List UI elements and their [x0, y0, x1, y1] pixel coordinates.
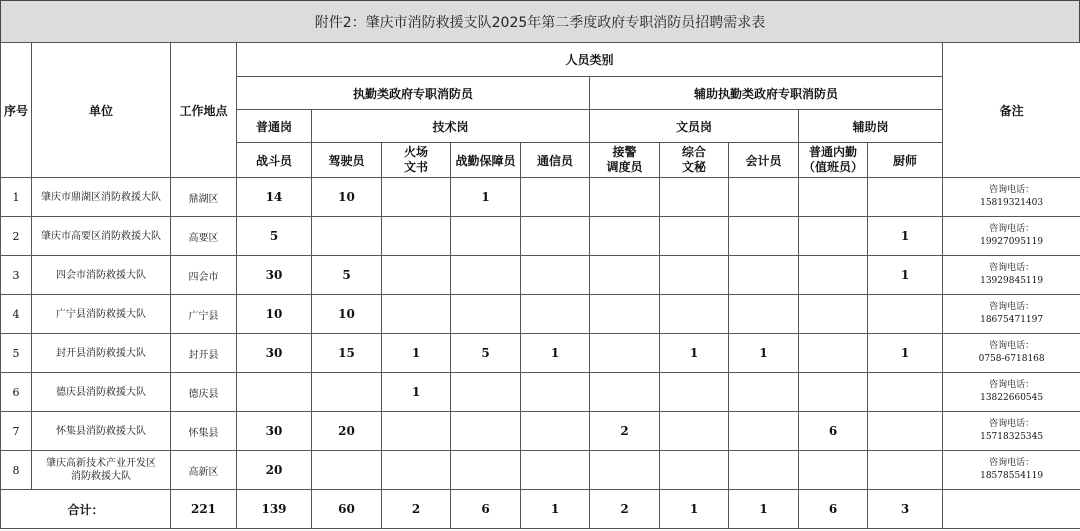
row-scene-clerk: 1 [382, 373, 451, 412]
total-label: 合计： [1, 490, 171, 529]
row-driver: 20 [312, 412, 382, 451]
total-dispatcher: 2 [590, 490, 660, 529]
row-remarks [943, 256, 1080, 295]
row-location: 高新区 [171, 451, 237, 490]
row-unit: 封开县消防救援大队 [32, 334, 171, 373]
row-secretary [660, 256, 729, 295]
row-dispatcher: 2 [590, 412, 660, 451]
row-comm [521, 373, 590, 412]
row-seq: 2 [1, 217, 32, 256]
header-secretary: 综合 文秘 [660, 143, 729, 178]
row-location: 四会市 [171, 256, 237, 295]
row-secretary [660, 451, 729, 490]
row-dispatcher [590, 295, 660, 334]
row-driver [312, 373, 382, 412]
row-duty-staff: 6 [799, 412, 868, 451]
row-dispatcher [590, 217, 660, 256]
row-seq: 3 [1, 256, 32, 295]
table-row [1, 373, 1080, 412]
row-comm [521, 217, 590, 256]
table-row [1, 217, 1080, 256]
row-accountant [729, 178, 799, 217]
header-location: 工作地点 [171, 43, 237, 178]
row-location: 鼎湖区 [171, 178, 237, 217]
row-cook [868, 412, 943, 451]
header-support: 战勤保障员 [451, 143, 521, 178]
row-comm [521, 295, 590, 334]
row-seq: 4 [1, 295, 32, 334]
table-row [1, 412, 1080, 451]
row-location: 怀集县 [171, 412, 237, 451]
row-fighter: 30 [237, 412, 312, 451]
total-secretary: 1 [660, 490, 729, 529]
row-cook [868, 178, 943, 217]
row-scene-clerk [382, 217, 451, 256]
row-secretary [660, 412, 729, 451]
row-support: 1 [451, 178, 521, 217]
row-fighter: 30 [237, 334, 312, 373]
total-cook: 3 [868, 490, 943, 529]
row-seq: 6 [1, 373, 32, 412]
row-fighter: 10 [237, 295, 312, 334]
row-support: 5 [451, 334, 521, 373]
row-cook [868, 451, 943, 490]
row-accountant: 1 [729, 334, 799, 373]
header-dispatcher: 接警 调度员 [590, 143, 660, 178]
contact-label: 咨询电话： [989, 263, 1035, 273]
document-title: 附件2：肇庆市消防救援支队2025年第二季度政府专职消防员招聘需求表 [0, 0, 1080, 42]
header-accountant: 会计员 [729, 143, 799, 178]
row-duty-staff [799, 217, 868, 256]
row-accountant [729, 256, 799, 295]
row-support [451, 451, 521, 490]
row-duty-staff [799, 373, 868, 412]
row-location: 德庆县 [171, 373, 237, 412]
header-fighter: 战斗员 [237, 143, 312, 178]
table-row [1, 334, 1080, 373]
header-category: 人员类别 [237, 43, 943, 77]
contact-phone: 0758-6718168 [978, 354, 1045, 364]
row-fighter: 14 [237, 178, 312, 217]
row-fighter: 5 [237, 217, 312, 256]
row-accountant [729, 217, 799, 256]
row-duty-staff [799, 256, 868, 295]
row-duty-staff [799, 451, 868, 490]
total-accountant: 1 [729, 490, 799, 529]
header-clerk-post: 文员岗 [590, 110, 799, 143]
row-location: 广宁县 [171, 295, 237, 334]
row-comm [521, 178, 590, 217]
contact-phone: 18675471197 [980, 315, 1044, 325]
contact-phone: 15718325345 [980, 432, 1044, 442]
row-accountant [729, 295, 799, 334]
row-unit: 四会市消防救援大队 [32, 256, 171, 295]
row-support [451, 412, 521, 451]
contact-phone: 13822660545 [980, 393, 1044, 403]
row-comm [521, 256, 590, 295]
row-fighter [237, 373, 312, 412]
row-support [451, 217, 521, 256]
row-scene-clerk [382, 178, 451, 217]
row-remarks [943, 295, 1080, 334]
table-row [1, 451, 1080, 490]
row-duty-staff [799, 334, 868, 373]
contact-label: 咨询电话： [989, 224, 1035, 234]
header-duty-group: 执勤类政府专职消防员 [237, 77, 590, 110]
header-seq: 序号 [1, 43, 32, 178]
row-unit: 德庆县消防救援大队 [32, 373, 171, 412]
header-aux-post: 辅助岗 [799, 110, 943, 143]
row-remarks [943, 412, 1080, 451]
row-accountant [729, 412, 799, 451]
row-scene-clerk [382, 451, 451, 490]
row-seq: 8 [1, 451, 32, 490]
row-fighter: 20 [237, 451, 312, 490]
row-fighter: 30 [237, 256, 312, 295]
header-tech-post: 技术岗 [312, 110, 590, 143]
total-support: 6 [451, 490, 521, 529]
row-cook: 1 [868, 256, 943, 295]
row-cook [868, 295, 943, 334]
row-dispatcher [590, 334, 660, 373]
total-comm: 1 [521, 490, 590, 529]
header-scene-clerk: 火场 文书 [382, 143, 451, 178]
header-comm: 通信员 [521, 143, 590, 178]
row-driver [312, 451, 382, 490]
contact-label: 咨询电话： [989, 185, 1035, 195]
row-seq: 1 [1, 178, 32, 217]
row-cook: 1 [868, 217, 943, 256]
row-location: 封开县 [171, 334, 237, 373]
row-accountant [729, 373, 799, 412]
header-duty-staff: 普通内勤 （值班员） [799, 143, 868, 178]
contact-label: 咨询电话： [989, 341, 1035, 351]
row-comm: 1 [521, 334, 590, 373]
row-support [451, 373, 521, 412]
row-driver [312, 217, 382, 256]
row-unit: 肇庆市鼎湖区消防救援大队 [32, 178, 171, 217]
row-dispatcher [590, 451, 660, 490]
total-scene-clerk: 2 [382, 490, 451, 529]
row-location: 高要区 [171, 217, 237, 256]
total-remarks [943, 490, 1080, 529]
header-unit: 单位 [32, 43, 171, 178]
row-accountant [729, 451, 799, 490]
row-driver: 10 [312, 178, 382, 217]
row-unit: 怀集县消防救援大队 [32, 412, 171, 451]
row-scene-clerk [382, 256, 451, 295]
row-remarks [943, 178, 1080, 217]
row-unit: 肇庆高新技术产业开发区 消防救援大队 [32, 451, 171, 490]
row-unit: 肇庆市高要区消防救援大队 [32, 217, 171, 256]
row-scene-clerk [382, 295, 451, 334]
header-general-post: 普通岗 [237, 110, 312, 143]
row-driver: 10 [312, 295, 382, 334]
contact-phone: 15819321403 [980, 198, 1044, 208]
contact-label: 咨询电话： [989, 419, 1035, 429]
row-cook: 1 [868, 334, 943, 373]
row-seq: 7 [1, 412, 32, 451]
row-secretary: 1 [660, 334, 729, 373]
row-comm [521, 412, 590, 451]
table-row [1, 295, 1080, 334]
row-dispatcher [590, 373, 660, 412]
contact-phone: 13929845119 [980, 276, 1044, 286]
total-driver: 60 [312, 490, 382, 529]
row-dispatcher [590, 178, 660, 217]
row-secretary [660, 295, 729, 334]
total-fighter: 139 [237, 490, 312, 529]
row-driver: 15 [312, 334, 382, 373]
row-dispatcher [590, 256, 660, 295]
row-remarks [943, 334, 1080, 373]
table-row [1, 256, 1080, 295]
row-secretary [660, 217, 729, 256]
row-seq: 5 [1, 334, 32, 373]
total-row [1, 490, 1080, 529]
row-secretary [660, 373, 729, 412]
recruitment-table [0, 42, 1080, 529]
total-sum: 221 [171, 490, 237, 529]
row-support [451, 256, 521, 295]
header-remarks: 备注 [943, 43, 1080, 178]
contact-label: 咨询电话： [989, 380, 1035, 390]
table-row [1, 178, 1080, 217]
contact-phone: 18578554119 [980, 471, 1044, 481]
contact-label: 咨询电话： [989, 458, 1035, 468]
contact-label: 咨询电话： [989, 302, 1035, 312]
row-duty-staff [799, 295, 868, 334]
row-scene-clerk [382, 412, 451, 451]
row-remarks [943, 217, 1080, 256]
row-remarks [943, 451, 1080, 490]
total-duty-staff: 6 [799, 490, 868, 529]
row-driver: 5 [312, 256, 382, 295]
row-comm [521, 451, 590, 490]
row-remarks [943, 373, 1080, 412]
row-unit: 广宁县消防救援大队 [32, 295, 171, 334]
header-driver: 驾驶员 [312, 143, 382, 178]
header-cook: 厨师 [868, 143, 943, 178]
row-duty-staff [799, 178, 868, 217]
header-aux-group: 辅助执勤类政府专职消防员 [590, 77, 943, 110]
row-scene-clerk: 1 [382, 334, 451, 373]
row-cook [868, 373, 943, 412]
row-support [451, 295, 521, 334]
row-secretary [660, 178, 729, 217]
contact-phone: 19927095119 [980, 237, 1044, 247]
